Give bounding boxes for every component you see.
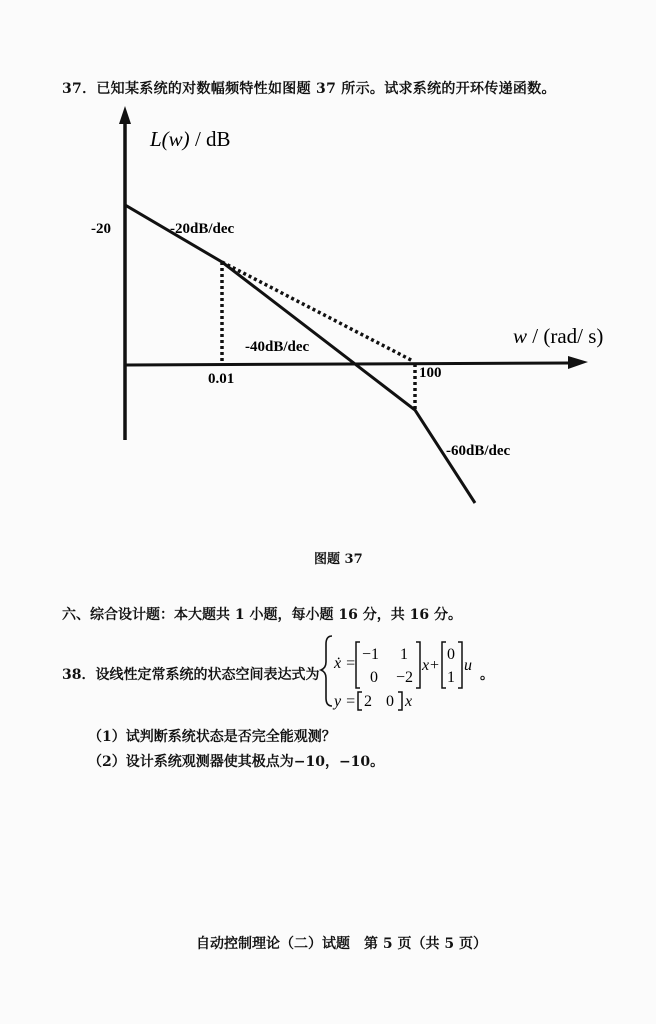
- equation-end-mark: 。: [480, 667, 494, 683]
- svg-text:2: 2: [364, 693, 372, 710]
- left-brace-icon: [321, 636, 332, 706]
- svg-text:1: 1: [400, 646, 408, 663]
- x-axis: [125, 363, 570, 365]
- sub-question-1: （1）试判断系统状态是否完全能观测？: [88, 729, 336, 745]
- svg-text:x: x: [405, 693, 413, 710]
- x-axis-arrow-icon: [568, 356, 588, 369]
- svg-text:x: x: [422, 657, 430, 674]
- y-axis-label: L(w) / dB: [150, 127, 231, 151]
- x-tick-0.01: 0.01: [208, 371, 235, 387]
- y-axis-arrow-icon: [119, 106, 131, 124]
- slope-label-60: -60dB/dec: [446, 443, 511, 459]
- question-38-text: 38．设线性定常系统的状态空间表达式为: [62, 667, 320, 683]
- svg-text:+: +: [430, 657, 440, 674]
- svg-text:0: 0: [370, 669, 378, 686]
- x-axis-label: w / (rad/ s): [513, 324, 604, 348]
- figure-caption: 图题 37: [314, 552, 363, 567]
- slope-label-20: -20dB/dec: [170, 221, 235, 237]
- x-tick-100: 100: [419, 365, 442, 381]
- svg-text:1: 1: [447, 669, 455, 686]
- svg-text:−2: −2: [396, 669, 414, 686]
- svg-text:−1: −1: [362, 646, 380, 663]
- svg-text:y =: y =: [334, 693, 356, 710]
- svg-text:ẋ =: ẋ =: [334, 655, 356, 672]
- section-6-title: 六、综合设计题：本大题共 1 小题，每小题 16 分，共 16 分。: [62, 607, 462, 623]
- question-37-title: 37．已知某系统的对数幅频特性如图题 37 所示。试求系统的开环传递函数。: [62, 81, 556, 97]
- state-space-equation: [318, 632, 478, 712]
- sub-question-2: （2）设计系统观测器使其极点为−10，−10。: [88, 754, 385, 770]
- svg-text:0: 0: [447, 646, 455, 663]
- svg-text:0: 0: [386, 693, 394, 710]
- page-footer: 自动控制理论（二）试题 第 5 页（共 5 页）: [196, 936, 487, 952]
- y-tick-label: -20: [91, 221, 111, 237]
- svg-text:u: u: [464, 657, 472, 674]
- slope-label-40: -40dB/dec: [245, 339, 310, 355]
